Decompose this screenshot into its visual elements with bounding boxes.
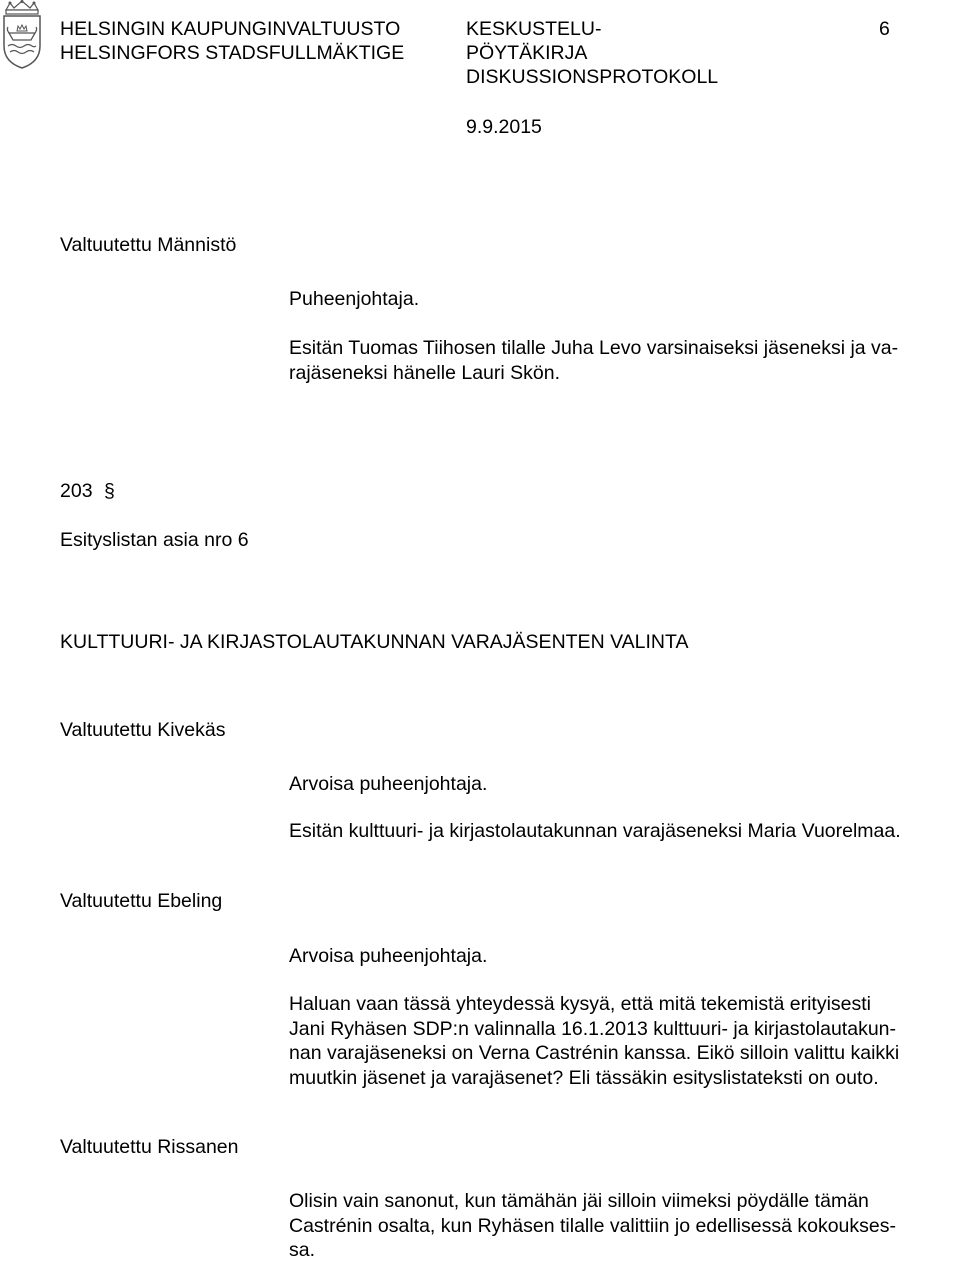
speech-line: Esitän Tuomas Tiihosen tilalle Juha Levo varsinaiseksi jäseneksi ja va- <box>289 337 899 359</box>
section-number: 203 <box>60 480 93 502</box>
speaker-name: Valtuutettu Männistö <box>60 234 237 256</box>
speaker-name: Valtuutettu Rissanen <box>60 1136 239 1158</box>
item-title: KULTTUURI- JA KIRJASTOLAUTAKUNNAN VARAJÄSENTEN VALINTA <box>60 631 689 653</box>
document-type-line3: DISKUSSIONSPROTOKOLL <box>466 66 719 88</box>
speech-paragraph <box>289 992 899 1090</box>
speech-greeting <box>289 944 487 969</box>
section-heading <box>60 479 115 503</box>
document-type-line1: KESKUSTELU- <box>466 18 602 40</box>
speaker-name: Valtuutettu Ebeling <box>60 890 223 912</box>
speech-paragraph <box>289 1189 896 1263</box>
speech-line: sa. <box>289 1239 316 1261</box>
speech-line: Castrénin osalta, kun Ryhäsen tilalle valittiin jo edellisessä kokoukses- <box>289 1214 896 1237</box>
speech-line: Arvoisa puheenjohtaja. <box>289 773 488 795</box>
speech-line: rajäseneksi hänelle Lauri Skön. <box>289 361 561 384</box>
speech-greeting <box>289 772 487 797</box>
speech-line: Esitän kulttuuri- ja kirjastolautakunnan varajäseneksi Maria Vuorelmaa. <box>289 820 901 842</box>
speech-line: Arvoisa puheenjohtaja. <box>289 945 488 967</box>
helsinki-coat-of-arms-icon <box>0 0 44 70</box>
section-symbol: § <box>103 480 115 502</box>
speech-paragraph <box>289 336 898 385</box>
organization-name-sv: HELSINGFORS STADSFULLMÄKTIGE <box>60 42 405 64</box>
document-date: 9.9.2015 <box>466 116 542 138</box>
speech-line: Jani Ryhäsen SDP:n valinnalla 16.1.2013 kulttuuri- ja kirjastolautakun- <box>289 1017 897 1040</box>
speech-line: nan varajäseneksi on Verna Castrénin kanssa. Eikö silloin valittu kaikki <box>289 1042 900 1064</box>
speech-line: Haluan vaan tässä yhteydessä kysyä, että mitä tekemistä erityisesti <box>289 993 872 1015</box>
speech-paragraph <box>289 819 901 844</box>
speech-line: muutkin jäsenet ja varajäsenet? Eli tässäkin esityslistateksti on outo. <box>289 1066 879 1089</box>
speech-paragraph <box>289 287 419 312</box>
organization-name-fi: HELSINGIN KAUPUNGINVALTUUSTO <box>60 18 401 40</box>
speech-line: Olisin vain sanonut, kun tämähän jäi silloin viimeksi pöydälle tämän <box>289 1190 869 1212</box>
page-number: 6 <box>879 18 890 40</box>
speaker-name: Valtuutettu Kivekäs <box>60 719 226 741</box>
agenda-item: Esityslistan asia nro 6 <box>60 529 249 551</box>
speech-line: Puheenjohtaja. <box>289 288 420 310</box>
document-type-line2: PÖYTÄKIRJA <box>466 42 588 64</box>
